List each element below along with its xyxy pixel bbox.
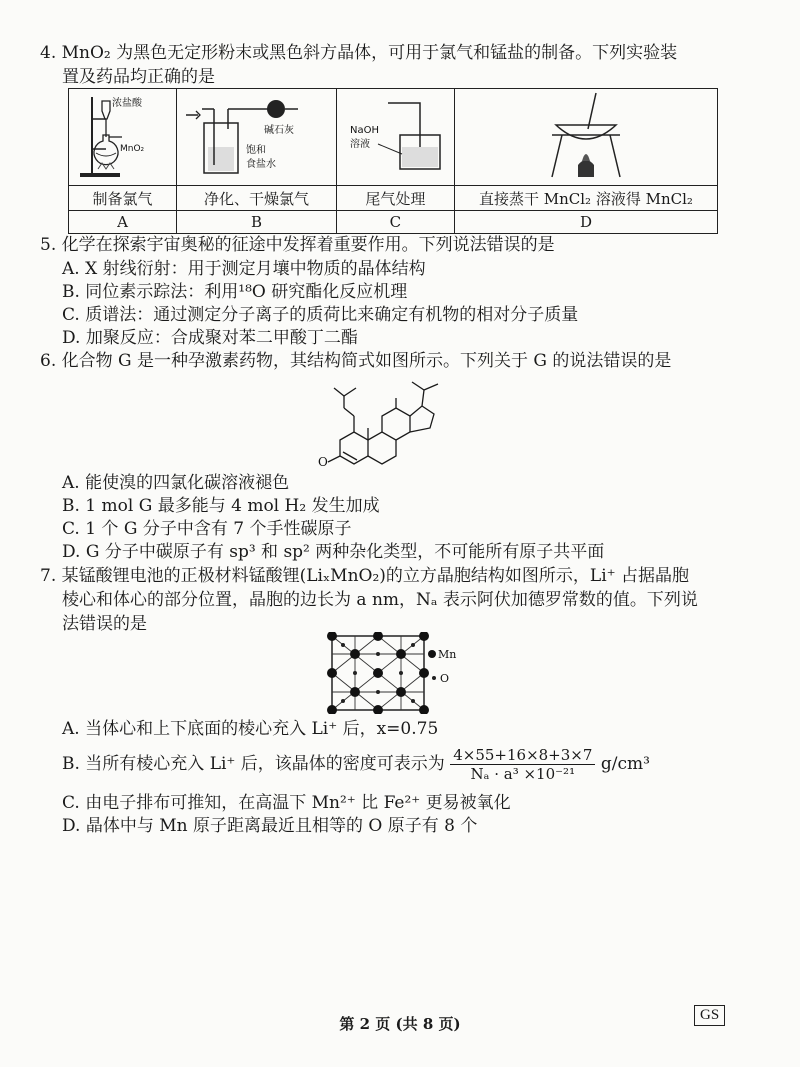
purification-diagram xyxy=(178,89,334,181)
q6-option-d: D. G 分子中碳原子有 sp³ 和 sp² 两种杂化类型，不可能所有原子共平面 xyxy=(62,542,605,562)
caption-b: 净化、干燥氯气 xyxy=(176,186,336,211)
q6-stem: 6. 化合物 G 是一种孕激素药物，其结构简式如图所示。下列关于 G 的说法错误的是 xyxy=(40,351,672,371)
tail-gas-diagram xyxy=(338,89,452,181)
caption-a: 制备氯气 xyxy=(69,186,177,211)
label-saturated: 饱和 xyxy=(246,145,267,156)
q4-stem-line2: 置及药品均正确的是 xyxy=(62,67,215,87)
label-mno2: MnO₂ xyxy=(120,144,145,154)
apparatus-table xyxy=(68,88,718,234)
q7-option-b xyxy=(62,742,650,786)
q6-option-c: C. 1 个 G 分子中含有 7 个手性碳原子 xyxy=(62,519,352,539)
q7-option-d: D. 晶体中与 Mn 原子距离最近且相等的 O 原子有 8 个 xyxy=(62,816,478,836)
q7-option-b-text: B. 当所有棱心充入 Li⁺ 后，该晶体的密度可表示为 xyxy=(62,754,445,774)
exam-code-badge: GS xyxy=(694,1005,725,1026)
caption-c: 尾气处理 xyxy=(336,186,454,211)
q5-option-c: C. 质谱法：通过测定分子离子的质荷比来确定有机物的相对分子质量 xyxy=(62,305,579,325)
legend-mn: Mn xyxy=(438,648,457,661)
apparatus-d-cell xyxy=(454,89,717,186)
density-unit: g/cm³ xyxy=(600,754,650,774)
letter-d: D xyxy=(454,211,717,234)
crystal-cell-diagram xyxy=(322,632,462,714)
label-conc-hcl: 浓盐酸 xyxy=(112,98,143,109)
page-number: 第 2 页 (共 8 页) xyxy=(339,1015,461,1033)
q6-option-a: A. 能使溴的四氯化碳溶液褪色 xyxy=(62,473,290,493)
apparatus-a-cell xyxy=(69,89,177,186)
chlorine-generator-diagram xyxy=(70,89,174,181)
q7-option-a: A. 当体心和上下底面的棱心充入 Li⁺ 后，x=0.75 xyxy=(62,719,439,739)
label-naoh: NaOH xyxy=(350,125,380,136)
compound-g-structure xyxy=(300,372,500,472)
density-fraction xyxy=(450,746,595,783)
fraction-numerator: 4×55+16×8+3×7 xyxy=(450,746,595,765)
ketone-o: O xyxy=(318,455,328,469)
fraction-denominator: Nₐ · a³ ×10⁻²¹ xyxy=(470,765,576,783)
label-solution: 溶液 xyxy=(350,139,371,150)
evaporation-diagram xyxy=(516,89,656,181)
q4-stem-line1: 4. MnO₂ 为黑色无定形粉末或黑色斜方晶体，可用于氯气和锰盐的制备。下列实验装 xyxy=(40,43,678,63)
q7-stem-line3: 法错误的是 xyxy=(62,614,147,634)
q7-stem-line2: 棱心和体心的部分位置，晶胞的边长为 a nm，Nₐ 表示阿伏加德罗常数的值。下列说 xyxy=(62,590,698,610)
label-soda-lime: 碱石灰 xyxy=(264,125,295,136)
apparatus-c-cell xyxy=(336,89,454,186)
caption-d: 直接蒸干 MnCl₂ 溶液得 MnCl₂ xyxy=(454,186,717,211)
letter-c: C xyxy=(336,211,454,234)
q7-option-c: C. 由电子排布可推知，在高温下 Mn²⁺ 比 Fe²⁺ 更易被氧化 xyxy=(62,793,511,813)
apparatus-b-cell xyxy=(176,89,336,186)
legend-o: O xyxy=(440,672,450,685)
q6-option-b: B. 1 mol G 最多能与 4 mol H₂ 发生加成 xyxy=(62,496,380,516)
q5-option-d: D. 加聚反应：合成聚对苯二甲酸丁二酯 xyxy=(62,328,358,348)
q5-option-a: A. X 射线衍射：用于测定月壤中物质的晶体结构 xyxy=(62,259,426,279)
q7-stem-line1: 7. 某锰酸锂电池的正极材料锰酸锂(LiₓMnO₂)的立方晶胞结构如图所示，Li⁺ 占据晶胞 xyxy=(40,566,690,586)
q5-stem: 5. 化学在探索宇宙奥秘的征途中发挥着重要作用。下列说法错误的是 xyxy=(40,235,555,255)
label-brine: 食盐水 xyxy=(246,159,277,170)
letter-a: A xyxy=(69,211,177,234)
q5-option-b: B. 同位素示踪法：利用¹⁸O 研究酯化反应机理 xyxy=(62,282,408,302)
letter-b: B xyxy=(176,211,336,234)
